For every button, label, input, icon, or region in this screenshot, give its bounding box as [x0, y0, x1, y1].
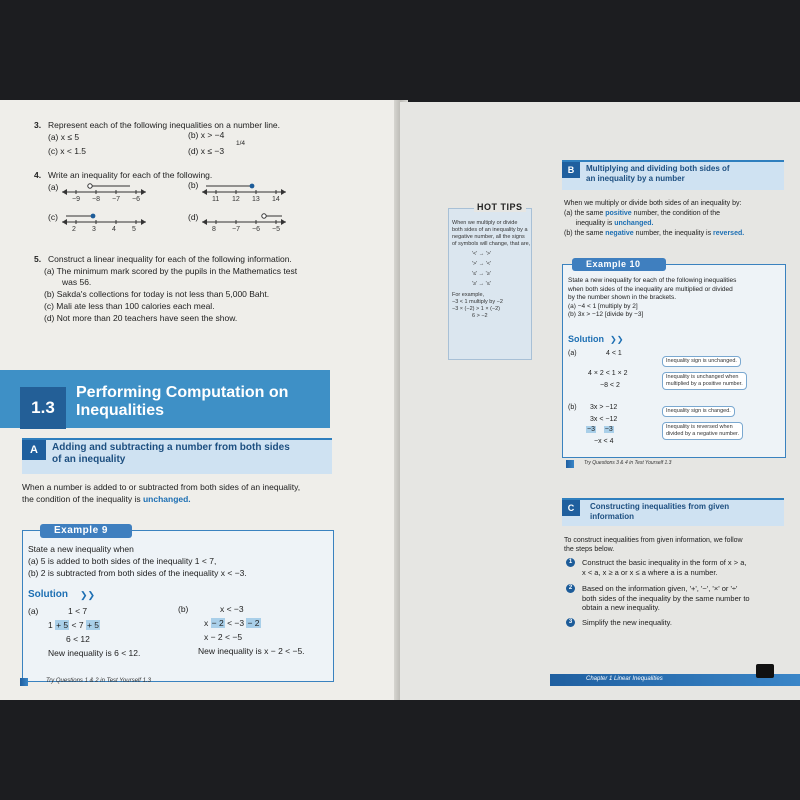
- footer-marker: [566, 460, 574, 468]
- step-line: x < a, x ≥ a or x ≤ a where a is a number.: [582, 567, 718, 577]
- tick-label: 8: [212, 226, 216, 233]
- example-part: (a) 5 is added to both sides of the inequality 1 < 7,: [28, 556, 217, 566]
- text-part: (b) the same: [564, 230, 606, 237]
- solution-line: −x < 4: [594, 438, 614, 445]
- tip-line: '≥' → '≤': [472, 281, 491, 287]
- question-part: (a): [48, 182, 59, 192]
- keyword-unchanged: unchanged.: [142, 494, 191, 504]
- body-text: [564, 230, 744, 237]
- solution-line: 1 < 7: [68, 606, 88, 616]
- question-text: Construct a linear inequality for each of the following information.: [48, 254, 292, 264]
- subsection-letter: B: [562, 162, 580, 178]
- footer-note: Try Questions 3 & 4 in Test Yourself 1.3: [584, 460, 672, 466]
- highlight-term: + 5: [86, 620, 100, 630]
- solution-part-label: (b): [178, 604, 189, 614]
- callout-line: Inequality is unchanged when: [666, 374, 739, 380]
- solution-part-label: (b): [568, 404, 577, 411]
- callout-line: Inequality is reversed when: [666, 424, 733, 430]
- example-part: (b) 2 is subtracted from both sides of the inequality x < −3.: [28, 568, 247, 578]
- question-text: Write an inequality for each of the following.: [48, 170, 213, 180]
- step-text: [582, 558, 746, 577]
- question-part: (b): [188, 180, 199, 190]
- example-text: State a new inequality when: [28, 544, 134, 554]
- subsection-title-line: Adding and subtracting a number from both sides: [52, 442, 290, 453]
- question-number: 4.: [34, 170, 42, 180]
- solution-line: 4 × 2 < 1 × 2: [588, 370, 628, 377]
- tick-label: 12: [232, 196, 240, 203]
- question-part: (b) Sakda's collections for today is not less than 5,000 Baht.: [44, 289, 270, 299]
- highlight-term: − 2: [247, 618, 260, 628]
- subsection-title: [52, 442, 290, 466]
- callout-note: [662, 372, 747, 390]
- tick-label: −9: [72, 196, 80, 203]
- solution-title: Solution: [28, 589, 68, 600]
- solution-line: 6 < 12: [66, 634, 90, 644]
- section-title-line: Inequalities: [76, 402, 165, 419]
- solution-line: [586, 426, 614, 433]
- subsection-title-line: information: [590, 512, 634, 521]
- double-chevron-icon: ❯❯: [610, 335, 624, 344]
- tick-label: −6: [252, 226, 260, 233]
- term: x: [204, 618, 209, 628]
- callout-line: multiplied by a positive number.: [666, 381, 743, 387]
- question-part: (c): [48, 212, 58, 222]
- tick-label: −6: [132, 196, 140, 203]
- tip-line: For example,: [452, 292, 485, 298]
- term: −12: [605, 416, 618, 423]
- example-title: Example 9: [40, 524, 132, 538]
- text-part: inequality is: [564, 220, 615, 227]
- step-line: Construct the basic inequality in the form of x > a,: [582, 558, 747, 567]
- tick-label: −7: [112, 196, 120, 203]
- tip-line: When we multiply or divide: [452, 220, 518, 226]
- term: 1: [48, 620, 53, 630]
- step-line: Simplify the new inequality.: [582, 618, 672, 627]
- callout-note: Inequality sign is changed.: [662, 406, 735, 417]
- solution-line: −8 < 2: [600, 382, 620, 389]
- tip-line: '>' → '<': [472, 261, 492, 267]
- solution-line: x − 2 < −5: [204, 632, 243, 642]
- solution-part-label: (a): [28, 606, 39, 616]
- solution-line: 4 < 1: [606, 350, 622, 357]
- step-text: [582, 584, 750, 613]
- footer-note: Try Questions 1 & 2 in Test Yourself 1.3: [46, 678, 151, 684]
- question-part: was 56.: [62, 277, 92, 287]
- tip-line: both sides of an inequality by a: [452, 227, 528, 233]
- keyword-positive: positive: [605, 210, 632, 217]
- question-number: 5.: [34, 254, 42, 264]
- tip-line: '≤' → '≥': [472, 271, 491, 277]
- text-part: number, the condition of the: [631, 210, 721, 217]
- hot-tips-text: [452, 220, 530, 320]
- step-number: 2: [566, 584, 575, 593]
- tip-line: −3 × (−2) > 1 × (−2): [452, 306, 501, 312]
- callout-note: [662, 422, 743, 440]
- tip-line: negative number, all the signs: [452, 234, 525, 240]
- body-text: [564, 210, 720, 217]
- example-line: State a new inequality for each of the following inequalities: [568, 277, 737, 284]
- tip-line: '<' → '>': [472, 251, 492, 257]
- double-chevron-icon: ❯❯: [80, 590, 96, 600]
- intro-text: When a number is added to or subtracted from both sides of an inequality,: [22, 482, 301, 492]
- step-line: both sides of the inequality by the same number to: [582, 593, 750, 603]
- tick-label: 3: [92, 226, 96, 233]
- subsection-title-line: of an inequality: [52, 454, 126, 465]
- body-text: [564, 220, 653, 227]
- question-number: 3.: [34, 120, 42, 130]
- callout-line: divided by a negative number.: [666, 431, 740, 437]
- page-number-tab: [756, 664, 774, 678]
- step-line: Based on the information given, '+', '−', '×' or '÷': [582, 584, 738, 593]
- solution-title: Solution: [568, 334, 604, 344]
- step-line: obtain a new inequality.: [582, 603, 660, 612]
- question-part: (d) Not more than 20 teachers have seen the show.: [44, 313, 238, 323]
- body-line: the steps below.: [564, 546, 615, 553]
- tip-line: of symbols will change, that are,: [452, 241, 531, 247]
- hot-tips-title: HOT TIPS: [474, 202, 526, 212]
- subsection-letter: C: [562, 500, 580, 516]
- subsection-letter: A: [22, 440, 46, 460]
- tip-line: −3 < 1 multiply by −2: [452, 299, 503, 305]
- subsection-title: [586, 164, 730, 184]
- subsection-title: [590, 502, 729, 522]
- question-text: Represent each of the following inequalities on a number line.: [48, 120, 281, 130]
- question-part: (d) x ≤ −3: [188, 146, 225, 156]
- term: < −3: [227, 618, 245, 628]
- section-number: 1.3: [20, 387, 66, 429]
- section-title: [76, 384, 288, 420]
- text-part: number, the inequality is: [633, 230, 714, 237]
- keyword-unchanged: unchanged.: [614, 220, 654, 227]
- fraction: 1/4: [236, 140, 246, 147]
- intro-text: [22, 494, 191, 505]
- right-page: [400, 102, 800, 700]
- tick-label: −5: [272, 226, 280, 233]
- example-line: (b) 3x > −12 [divide by −3]: [568, 311, 644, 318]
- text-part: (a) the same: [564, 210, 606, 217]
- solution-line: x < −3: [220, 604, 244, 614]
- question-part: (c) Mali ate less than 100 calories each meal.: [44, 301, 215, 311]
- solution-result: New inequality is x − 2 < −5.: [198, 646, 305, 656]
- example-line: (a) −4 < 1 [multiply by 2]: [568, 302, 638, 310]
- step-number: 3: [566, 618, 575, 627]
- body-text: [564, 536, 743, 554]
- solution-line: 3x > −12: [590, 404, 618, 411]
- tick-label: 13: [252, 196, 260, 203]
- section-title-line: Performing Computation on: [76, 384, 289, 401]
- subsection-title-line: an inequality by a number: [586, 174, 685, 183]
- solution-line: [48, 620, 100, 631]
- body-text: When we multiply or divide both sides of an inequality by:: [564, 200, 742, 207]
- solution-part-label: (a): [568, 350, 577, 357]
- term: < 7: [71, 620, 84, 630]
- keyword-reversed: reversed.: [713, 230, 745, 237]
- highlight-term: − 2: [211, 618, 224, 628]
- tick-label: 2: [72, 226, 76, 233]
- tick-label: 11: [212, 196, 220, 203]
- subsection-title-line: Multiplying and dividing both sides of: [586, 164, 730, 173]
- tick-label: −8: [92, 196, 100, 203]
- example-text: [568, 277, 736, 320]
- highlight-term: −3: [587, 426, 595, 433]
- question-part: (a) The minimum mark scored by the pupils in the Mathematics test: [44, 266, 298, 276]
- highlight-term: −3: [604, 426, 613, 433]
- solution-result: New inequality is 6 < 12.: [48, 648, 141, 658]
- question-part: (b) x > −4: [188, 130, 225, 140]
- tip-line: 6 > −2: [472, 313, 488, 319]
- body-line: To construct inequalities from given information, we follow: [564, 537, 743, 544]
- tick-label: −7: [232, 226, 240, 233]
- intro-text-part: the condition of the inequality is: [22, 494, 143, 504]
- question-part: (a) x ≤ 5: [48, 132, 80, 142]
- footer-marker: [20, 678, 28, 686]
- question-part: (d): [188, 212, 199, 222]
- step-number: 1: [566, 558, 575, 567]
- callout-note: Inequality sign is unchanged.: [662, 356, 741, 367]
- example-title: Example 10: [572, 258, 666, 271]
- subsection-title-line: Constructing inequalities from given: [590, 502, 730, 511]
- example-line: by the number shown in the brackets.: [568, 294, 677, 301]
- highlight-term: + 5: [56, 620, 69, 630]
- question-part: (c) x < 1.5: [48, 146, 87, 156]
- solution-line: 3x < −12: [590, 416, 618, 423]
- chapter-title: Chapter 1 Linear Inequalities: [586, 676, 663, 682]
- tick-label: 4: [112, 226, 116, 233]
- solution-line: [204, 618, 261, 629]
- example-line: when both sides of the inequality are multiplied or divided: [568, 285, 733, 293]
- tick-label: 5: [132, 226, 136, 233]
- left-page: [0, 100, 400, 700]
- tick-label: 14: [272, 196, 280, 203]
- term: 3x: [590, 416, 598, 423]
- keyword-negative: negative: [605, 230, 634, 237]
